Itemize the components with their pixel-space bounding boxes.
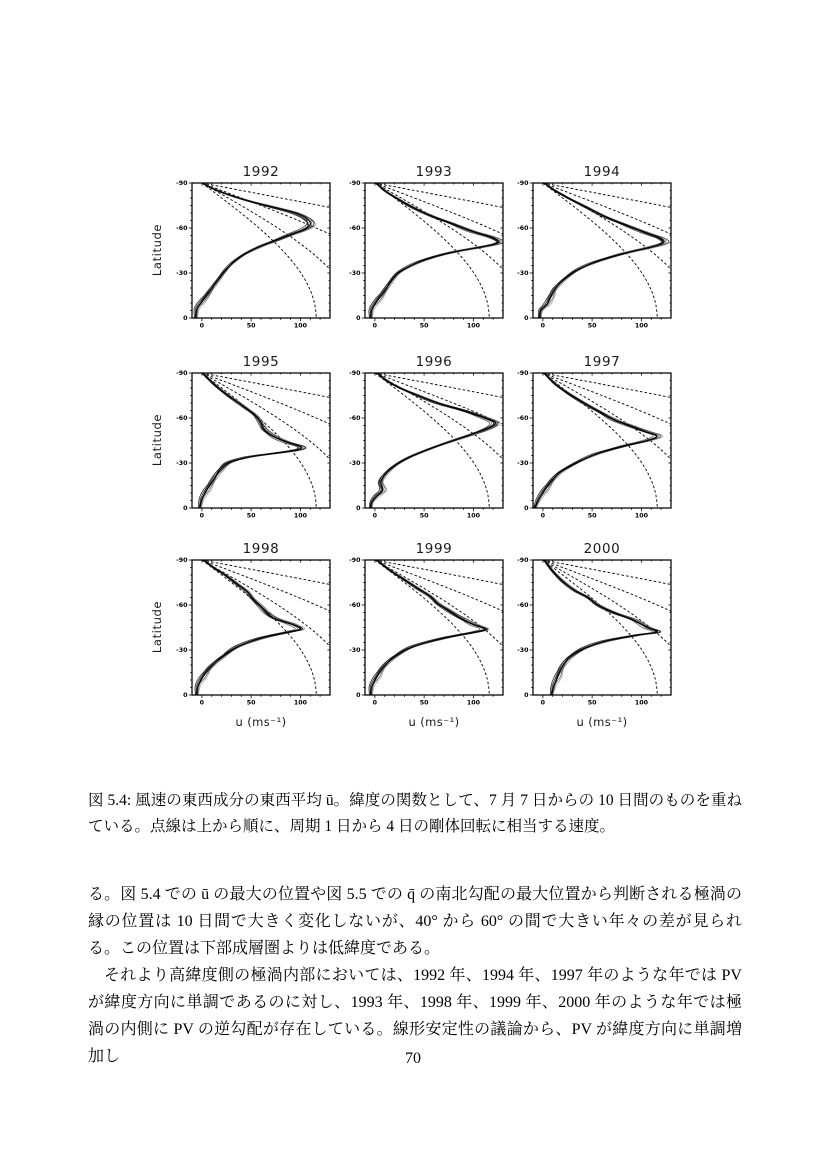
y-tick-label: -90	[349, 370, 361, 378]
wind-profile-curve	[534, 373, 657, 508]
y-tick-label: -30	[349, 647, 361, 655]
wind-profile-curve	[534, 373, 657, 508]
dashed-rigid-rotation-line	[202, 560, 338, 695]
plot-title: 1997	[583, 354, 621, 370]
wind-profile-curve	[369, 183, 497, 318]
x-tick-label: 0	[372, 322, 378, 330]
wind-profile-curve	[539, 183, 663, 318]
wind-profile-curve	[370, 560, 484, 695]
wind-profile-curve	[195, 560, 303, 695]
wind-profile-curve	[372, 560, 489, 695]
wind-profile-curve	[196, 560, 300, 695]
x-tick-label: 0	[540, 322, 546, 330]
y-tick-label: 0	[356, 315, 361, 323]
wind-profile-curve	[534, 373, 656, 508]
wind-profile-curve	[544, 560, 656, 695]
y-tick-label: -90	[176, 557, 188, 565]
y-tick-label: -30	[349, 460, 361, 468]
wind-profile-curve	[371, 373, 494, 508]
y-tick-label: 0	[524, 315, 529, 323]
x-tick-label: 100	[634, 322, 649, 330]
wind-profile-curve	[540, 183, 665, 318]
y-tick-label: 0	[356, 505, 361, 513]
x-tick-label: 100	[634, 699, 649, 707]
x-axis-label-col3: u (ms⁻¹)	[576, 715, 628, 729]
x-tick-label: 100	[466, 512, 481, 520]
y-tick-label: -60	[349, 602, 361, 610]
wind-profile-curve	[372, 183, 504, 318]
body-text	[88, 881, 742, 1070]
dashed-rigid-rotation-line	[202, 373, 316, 508]
wind-profile-curve	[197, 560, 295, 695]
x-tick-label: 50	[419, 699, 429, 707]
wind-profile-curve	[370, 373, 496, 508]
dashed-rigid-rotation-line	[375, 183, 511, 318]
wind-profile-curve	[370, 373, 497, 508]
dashed-rigid-rotation-line	[375, 373, 511, 508]
x-tick-label: 50	[587, 322, 597, 330]
body-paragraph-2: それより高緯度側の極渦内部においては、1992 年、1994 年、1997 年のような年では PV が緯度方向に単調であるのに対し、1993 年、1998 年、1999 年、2000 年のような年では極渦の内側に PV の逆勾配が存在している。線形安定性の議論から、PV が緯度方向に単調増加し	[88, 967, 742, 1065]
y-tick-label: 0	[183, 315, 188, 323]
wind-profile-curve	[539, 183, 662, 318]
dashed-rigid-rotation-line	[202, 560, 338, 695]
wind-profile-mean-curve	[540, 183, 664, 318]
plot-panel-1999	[335, 540, 511, 712]
plot-title: 1996	[415, 354, 453, 370]
y-tick-label: -60	[517, 225, 529, 233]
x-tick-label: 0	[372, 512, 378, 520]
dashed-rigid-rotation-line	[375, 373, 489, 508]
wind-profile-curve	[371, 373, 498, 508]
dashed-rigid-rotation-line	[375, 373, 511, 508]
wind-profile-mean-curve	[371, 183, 499, 318]
dashed-rigid-rotation-line	[543, 183, 679, 318]
wind-profile-curve	[201, 373, 304, 508]
wind-profile-curve	[372, 373, 492, 508]
plot-title: 1999	[415, 541, 453, 557]
wind-profile-curve	[370, 183, 496, 318]
dashed-rigid-rotation-line	[202, 373, 338, 508]
dashed-rigid-rotation-line	[375, 560, 511, 695]
x-tick-label: 100	[293, 512, 308, 520]
x-tick-label: 0	[199, 322, 205, 330]
y-tick-label: -30	[176, 270, 188, 278]
dashed-rigid-rotation-line	[543, 183, 679, 318]
dashed-rigid-rotation-line	[375, 560, 511, 695]
wind-profile-curve	[196, 560, 302, 695]
y-tick-label: -90	[349, 557, 361, 565]
x-tick-label: 50	[419, 512, 429, 520]
dashed-rigid-rotation-line	[202, 373, 338, 508]
y-tick-label: 0	[356, 692, 361, 700]
wind-profile-curve	[538, 183, 662, 318]
wind-profile-curve	[371, 183, 498, 318]
plot-panel-1994	[503, 163, 679, 335]
wind-profile-curve	[199, 373, 306, 508]
x-tick-label: 50	[587, 699, 597, 707]
wind-profile-curve	[371, 560, 480, 695]
x-tick-label: 0	[540, 512, 546, 520]
plot-panel-1998	[162, 540, 338, 712]
wind-profile-curve	[200, 373, 306, 508]
wind-profile-curve	[370, 560, 485, 695]
wind-profile-curve	[372, 373, 500, 508]
wind-profile-curve	[371, 560, 487, 695]
x-tick-label: 0	[372, 699, 378, 707]
wind-profile-curve	[370, 373, 494, 508]
y-axis-label-row1: Latitude	[150, 223, 164, 277]
y-tick-label: -30	[517, 460, 529, 468]
dashed-rigid-rotation-line	[543, 183, 679, 318]
dashed-rigid-rotation-line	[202, 373, 338, 508]
x-tick-label: 0	[199, 512, 205, 520]
y-tick-label: -90	[176, 180, 188, 188]
wind-profile-curve	[540, 183, 663, 318]
dashed-rigid-rotation-line	[543, 373, 679, 508]
y-tick-label: -60	[349, 415, 361, 423]
wind-profile-curve	[372, 183, 497, 318]
y-axis-label-row2: Latitude	[150, 413, 164, 467]
y-tick-label: -60	[176, 415, 188, 423]
x-tick-label: 0	[540, 699, 546, 707]
wind-profile-curve	[198, 560, 301, 695]
dashed-rigid-rotation-line	[375, 373, 511, 508]
y-tick-label: -30	[176, 647, 188, 655]
wind-profile-mean-curve	[545, 560, 658, 695]
plot-title: 2000	[583, 541, 621, 557]
y-tick-label: -90	[176, 370, 188, 378]
y-tick-label: -30	[176, 460, 188, 468]
x-axis-label-col2: u (ms⁻¹)	[408, 715, 460, 729]
plot-panel-1995	[162, 353, 338, 525]
y-axis-label-row3: Latitude	[150, 600, 164, 654]
x-tick-label: 100	[466, 322, 481, 330]
dashed-rigid-rotation-line	[375, 183, 511, 318]
x-tick-label: 100	[466, 699, 481, 707]
y-tick-label: -90	[517, 370, 529, 378]
y-tick-label: 0	[183, 692, 188, 700]
wind-profile-curve	[196, 560, 300, 695]
dashed-rigid-rotation-line	[202, 183, 338, 318]
x-tick-label: 50	[246, 699, 256, 707]
dashed-rigid-rotation-line	[375, 560, 511, 695]
wind-profile-curve	[372, 560, 482, 695]
wind-profile-mean-curve	[371, 373, 495, 508]
wind-profile-curve	[372, 373, 497, 508]
dashed-rigid-rotation-line	[202, 183, 338, 318]
x-tick-label: 50	[246, 512, 256, 520]
plot-panel-1996	[335, 353, 511, 525]
y-tick-label: -30	[517, 647, 529, 655]
wind-profile-curve	[370, 183, 503, 318]
wind-profile-curve	[535, 373, 653, 508]
wind-profile-curve	[198, 560, 305, 695]
y-tick-label: 0	[524, 505, 529, 513]
y-tick-label: -60	[517, 415, 529, 423]
plot-panel-1997	[503, 353, 679, 525]
plot-panel-1992	[162, 163, 338, 335]
plot-title: 1994	[583, 164, 621, 180]
dashed-rigid-rotation-line	[543, 373, 679, 508]
y-tick-label: -90	[517, 557, 529, 565]
y-tick-label: -60	[176, 225, 188, 233]
y-tick-label: -60	[517, 602, 529, 610]
wind-profile-curve	[541, 183, 662, 318]
wind-profile-mean-curve	[197, 560, 301, 695]
body-paragraph-1: る。図 5.4 での ū の最大の位置や図 5.5 での q̄ の南北勾配の最大位置から判断される極渦の縁の位置は 10 日間で大きく変化しないが、40° から 60° の間で大きい年々の差が見られる。この位置は下部成層圏よりは低緯度である。	[88, 886, 742, 957]
plot-title: 1993	[415, 164, 453, 180]
figure-caption: 図 5.4: 風速の東西成分の東西平均 ū。緯度の関数として、7 月 7 日からの 10 日間のものを重ねている。点線は上から順に、周期 1 日から 4 日の剛体回転に相当する速度。	[88, 792, 742, 835]
wind-profile-curve	[197, 560, 302, 695]
y-tick-label: -90	[349, 180, 361, 188]
dashed-rigid-rotation-line	[202, 183, 338, 318]
x-axis-label-col1: u (ms⁻¹)	[235, 715, 287, 729]
y-tick-label: -30	[517, 270, 529, 278]
x-tick-label: 100	[634, 512, 649, 520]
y-tick-label: -60	[349, 225, 361, 233]
x-tick-label: 100	[293, 699, 308, 707]
dashed-rigid-rotation-line	[375, 560, 489, 695]
wind-profile-curve	[197, 560, 302, 695]
y-tick-label: -30	[349, 270, 361, 278]
x-tick-label: 100	[293, 322, 308, 330]
dashed-rigid-rotation-line	[202, 560, 338, 695]
plot-panel-1993	[335, 163, 511, 335]
dashed-rigid-rotation-line	[543, 373, 679, 508]
y-tick-label: -90	[517, 180, 529, 188]
plot-title: 1995	[242, 354, 280, 370]
wind-profile-curve	[371, 373, 497, 508]
page-number: 70	[405, 1050, 421, 1067]
dashed-rigid-rotation-line	[375, 183, 511, 318]
y-tick-label: 0	[183, 505, 188, 513]
plot-panel-2000	[503, 540, 679, 712]
plot-title: 1992	[242, 164, 280, 180]
wind-profile-curve	[370, 183, 497, 318]
y-tick-label: -60	[176, 602, 188, 610]
wind-profile-curve	[541, 183, 666, 318]
x-tick-label: 50	[587, 512, 597, 520]
plot-title: 1998	[242, 541, 280, 557]
x-tick-label: 50	[246, 322, 256, 330]
y-tick-label: 0	[524, 692, 529, 700]
x-tick-label: 50	[419, 322, 429, 330]
wind-profile-curve	[370, 373, 490, 508]
wind-profile-curve	[539, 183, 661, 318]
dashed-rigid-rotation-line	[543, 373, 657, 508]
dashed-rigid-rotation-line	[375, 183, 489, 318]
x-tick-label: 0	[199, 699, 205, 707]
